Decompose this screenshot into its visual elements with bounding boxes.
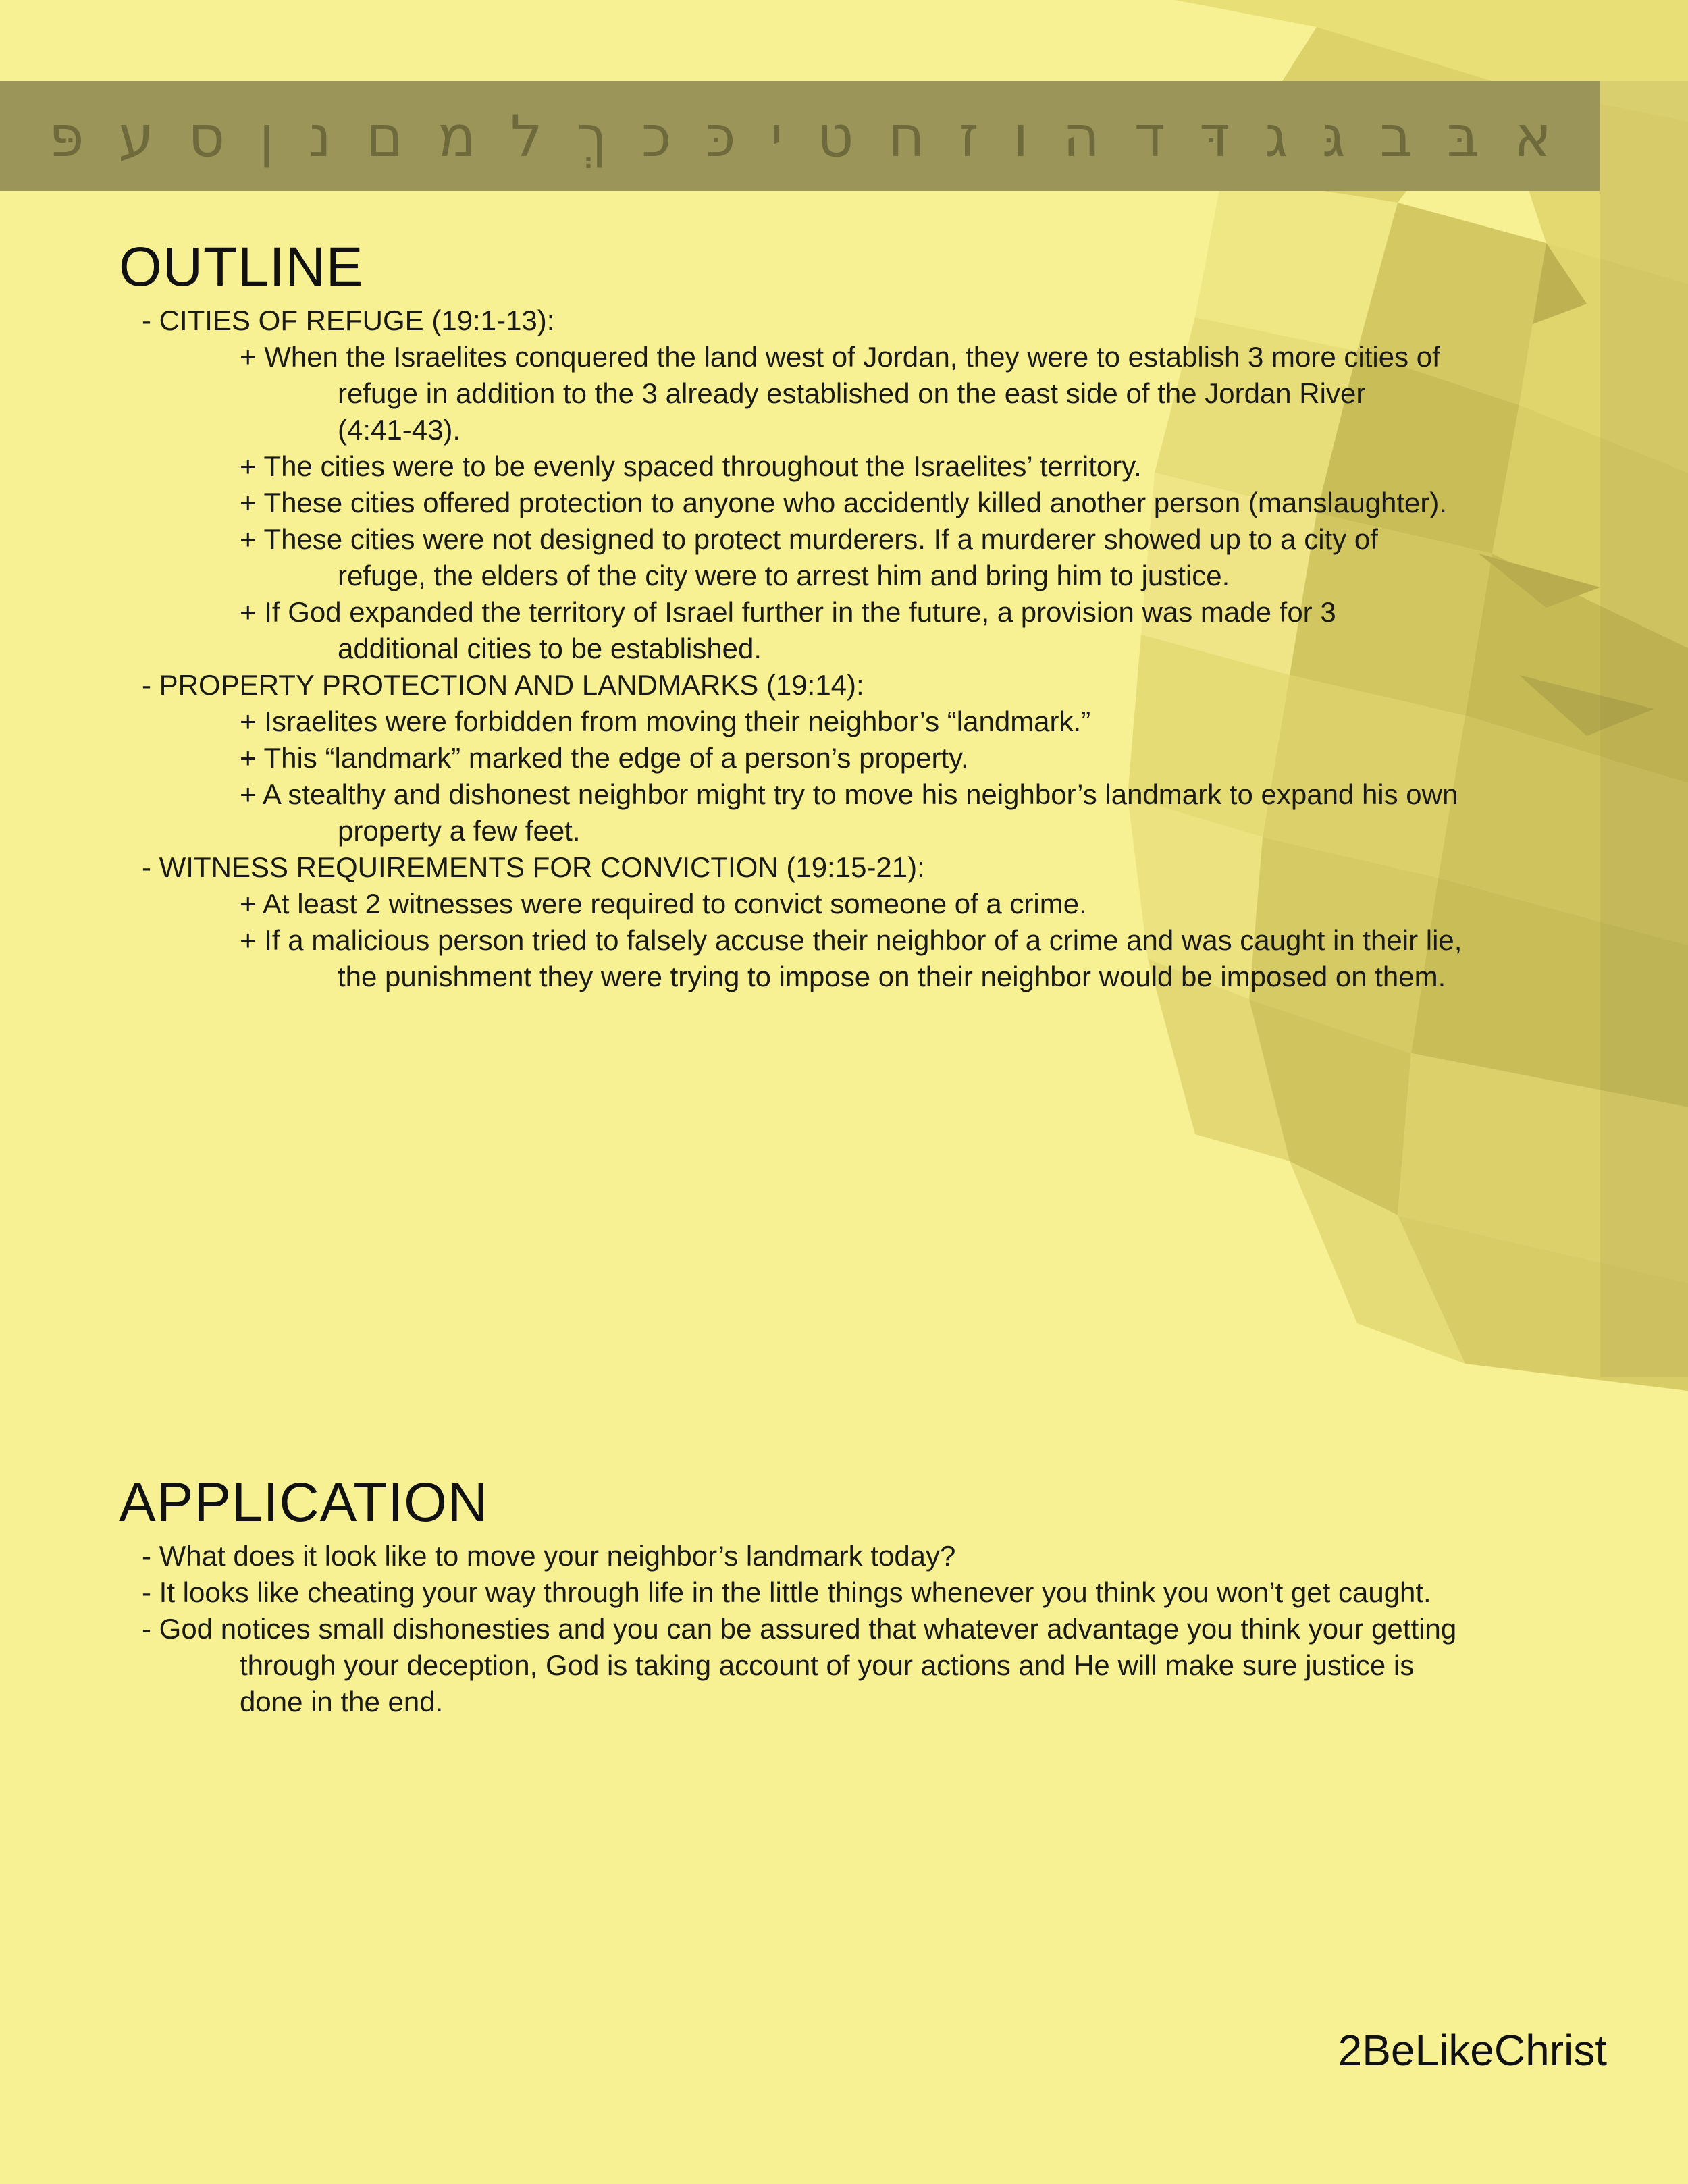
outline-point (135, 448, 1539, 485)
outline-body (135, 302, 1539, 995)
application-item-continuation: through your deception, God is taking account of your actions and He will make sure justice is (240, 1649, 1415, 1681)
application-item-text: - What does it look like to move your neighbor’s landmark today? (142, 1540, 956, 1572)
brand-footer: 2BeLikeChrist (1338, 2026, 1607, 2075)
outline-point-text: + The cities were to be evenly spaced throughout the Israelites’ territory. (240, 450, 1142, 482)
outline-point-text: + Israelites were forbidden from moving their neighbor’s “landmark.” (240, 705, 1091, 737)
outline-point-text: + If God expanded the territory of Israel further in the future, a provision was made for 3 (240, 596, 1336, 628)
outline-point-continuation: (4:41-43). (338, 414, 461, 446)
outline-point-text: + When the Israelites conquered the land west of Jordan, they were to establish 3 more cities of (240, 341, 1440, 373)
outline-point (135, 886, 1539, 922)
outline-point-text: + This “landmark” marked the edge of a person’s property. (240, 742, 969, 774)
outline-section-label: - CITIES OF REFUGE (19:1-13): (142, 304, 555, 336)
application-item-text: - It looks like cheating your way through life in the little things whenever you think you won’t get caught. (142, 1576, 1431, 1608)
application-item (135, 1611, 1539, 1720)
outline-point-continuation: the punishment they were trying to impose on their neighbor would be imposed on them. (338, 961, 1446, 992)
application-item (135, 1574, 1539, 1611)
application-body (135, 1538, 1539, 1720)
outline-point (135, 521, 1539, 594)
right-side-strip (1600, 81, 1688, 1377)
outline-point (135, 594, 1539, 667)
outline-point-text: + At least 2 witnesses were required to convict someone of a crime. (240, 888, 1087, 920)
application-item-continuation: done in the end. (240, 1686, 444, 1717)
application-heading: APPLICATION (119, 1472, 489, 1533)
outline-point (135, 776, 1539, 849)
outline-heading: OUTLINE (119, 236, 364, 298)
outline-point-text: + If a malicious person tried to falsely accuse their neighbor of a crime and was caught in their lie, (240, 924, 1462, 956)
outline-point (135, 339, 1539, 448)
application-item (135, 1538, 1539, 1574)
outline-point-continuation: property a few feet. (338, 815, 581, 847)
outline-point-text: + These cities offered protection to anyone who accidently killed another person (manslaughter). (240, 487, 1447, 518)
hebrew-alphabet-banner (0, 81, 1600, 191)
outline-point-continuation: refuge in addition to the 3 already established on the east side of the Jordan River (338, 377, 1366, 409)
outline-point (135, 922, 1539, 995)
outline-point (135, 740, 1539, 776)
outline-section-label: - PROPERTY PROTECTION AND LANDMARKS (19:14): (142, 669, 864, 701)
outline-section-label: - WITNESS REQUIREMENTS FOR CONVICTION (19:15-21): (142, 851, 925, 883)
outline-point (135, 703, 1539, 740)
hebrew-alphabet-text: א בּ ב גּ ג דּ ד ה ו ז ח ט י כּ כ ךְ ל מ ם נ ן ס ע פּ (49, 103, 1560, 169)
outline-point-text: + A stealthy and dishonest neighbor might try to move his neighbor’s landmark to expand his own (240, 778, 1458, 810)
application-item-text: - God notices small dishonesties and you can be assured that whatever advantage you think your getting (142, 1613, 1457, 1645)
outline-point-continuation: additional cities to be established. (338, 633, 762, 664)
outline-point-continuation: refuge, the elders of the city were to arrest him and bring him to justice. (338, 560, 1230, 591)
outline-point (135, 485, 1539, 521)
outline-point-text: + These cities were not designed to protect murderers. If a murderer showed up to a city of (240, 523, 1378, 555)
